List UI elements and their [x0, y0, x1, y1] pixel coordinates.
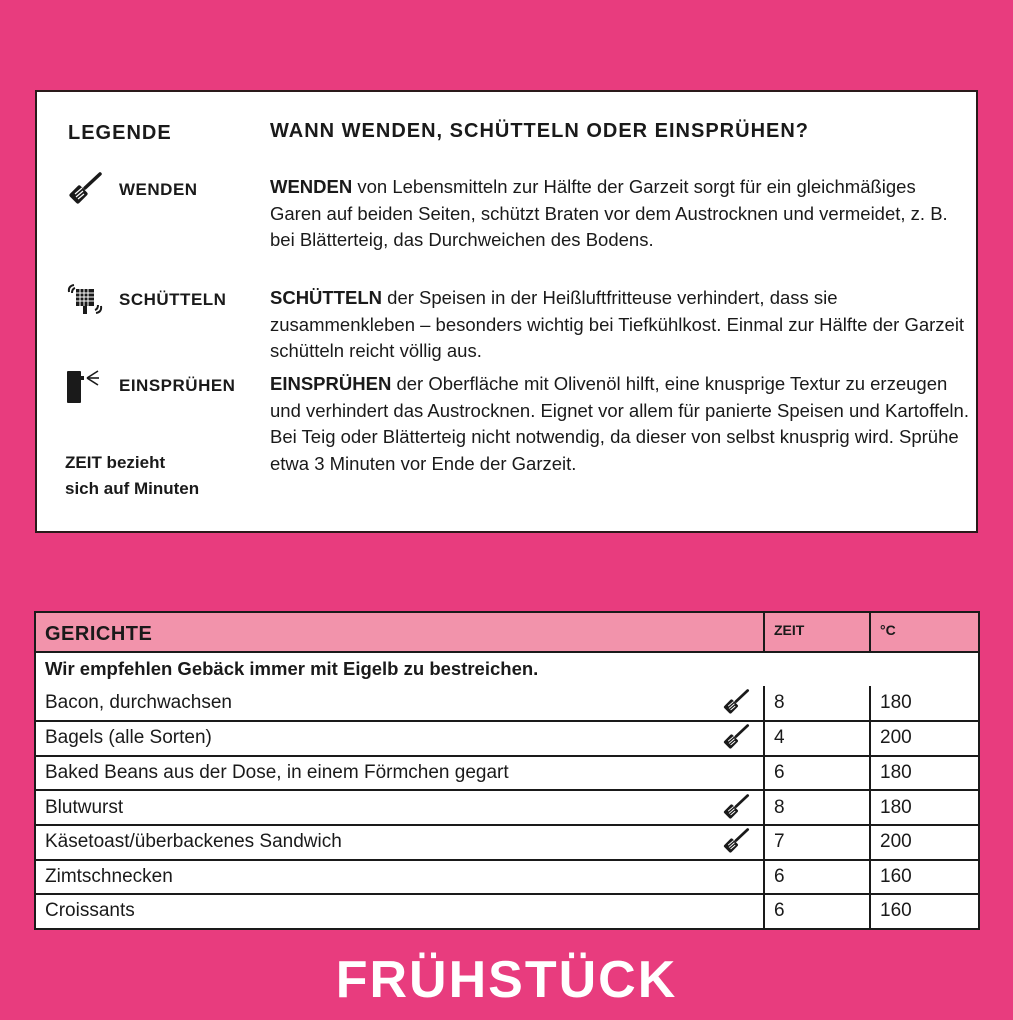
dish-cell [36, 826, 763, 859]
spatula-icon [721, 724, 751, 752]
temp-cell: 180 [869, 791, 978, 824]
info-heading: WANN WENDEN, SCHÜTTELN ODER EINSPRÜHEN? [270, 120, 810, 142]
table-note: Wir empfehlen Gebäck immer mit Eigelb zu bestreichen. [45, 658, 539, 680]
time-cell: 6 [763, 861, 869, 894]
spatula-icon [721, 794, 751, 822]
time-cell: 6 [763, 895, 869, 928]
temp-cell: 200 [869, 826, 978, 859]
table-row [36, 824, 978, 859]
note-line-1: ZEIT bezieht [65, 453, 166, 472]
header-temp: °C [869, 613, 978, 651]
temp-cell: 160 [869, 861, 978, 894]
table-row [36, 755, 978, 790]
paragraph-einspruehen [270, 371, 970, 477]
table-row [36, 893, 978, 928]
time-cell: 8 [763, 686, 869, 721]
table-row [36, 686, 978, 721]
dish-name: Croissants [45, 900, 135, 922]
para-keyword: WENDEN [270, 176, 353, 197]
legend-label-einspruehen: EINSPRÜHEN [119, 376, 236, 395]
time-cell: 4 [763, 722, 869, 755]
dish-cell [36, 861, 763, 894]
legend-panel [35, 90, 978, 533]
legend-label-schuetteln: SCHÜTTELN [119, 290, 227, 309]
time-cell: 7 [763, 826, 869, 859]
para-keyword: SCHÜTTELN [270, 287, 383, 308]
temp-cell: 180 [869, 686, 978, 721]
para-text: von Lebensmitteln zur Hälfte der Garzeit sorgt für ein gleichmäßiges Garen auf beiden Seiten, schützt Braten vor dem Austrocknen und vermeidet, z. B. bei Blätterteig, das Durchweichen des Bodens. [270, 176, 948, 250]
para-text: der Speisen in der Heißluftfritteuse verhindert, dass sie zusammenkleben – besonders wichtig bei Tiefkühlkost. Einmal zur Hälfte der Garzeit schütteln reicht völlig aus. [270, 287, 965, 361]
dish-cell [36, 722, 763, 755]
dishes-table [34, 611, 980, 930]
dish-name: Bacon, durchwachsen [45, 691, 232, 713]
table-header-row [36, 613, 978, 651]
header-dish: GERICHTE [45, 622, 153, 645]
temp-cell: 200 [869, 722, 978, 755]
temp-cell: 180 [869, 757, 978, 790]
para-text: der Oberfläche mit Olivenöl hilft, eine knusprige Textur zu erzeugen und verhindert das Austrocknen. Eignet vor allem für panierte Speisen und Kartoffeln. Bei Teig oder Blätterteig nicht notwendig, da dieser von selbst knusprig wird. Sprühe etwa 3 Minuten vor Ende der Garzeit. [270, 373, 969, 474]
dish-name: Zimtschnecken [45, 865, 173, 887]
spatula-icon [721, 828, 751, 856]
legend-item-einspruehen [63, 368, 235, 404]
para-keyword: EINSPRÜHEN [270, 373, 392, 394]
note-line-2: sich auf Minuten [65, 479, 200, 498]
time-cell: 8 [763, 791, 869, 824]
legend-label-wenden: WENDEN [119, 180, 198, 199]
time-unit-note [65, 450, 199, 502]
dish-cell [36, 686, 763, 721]
time-cell: 6 [763, 757, 869, 790]
legend-item-schuetteln [63, 282, 226, 318]
dish-name: Baked Beans aus der Dose, in einem Förmchen gegart [45, 762, 509, 784]
legend-item-wenden [63, 172, 198, 208]
dish-name: Blutwurst [45, 796, 124, 818]
spatula-icon [721, 689, 751, 717]
spatula-icon [63, 172, 107, 208]
table-note-row [36, 651, 978, 686]
shake-basket-icon [63, 282, 107, 318]
table-row [36, 720, 978, 755]
header-time: ZEIT [763, 613, 869, 651]
dish-cell [36, 895, 763, 928]
temp-cell: 160 [869, 895, 978, 928]
spray-icon [63, 368, 107, 404]
dish-cell [36, 791, 763, 824]
paragraph-wenden [270, 174, 970, 254]
dish-name: Bagels (alle Sorten) [45, 727, 212, 749]
dish-cell [36, 757, 763, 790]
legend-heading: LEGENDE [68, 122, 172, 144]
section-title: FRÜHSTÜCK [335, 951, 678, 1009]
table-row [36, 789, 978, 824]
dish-name: Käsetoast/überbackenes Sandwich [45, 831, 342, 853]
table-row [36, 859, 978, 894]
paragraph-schuetteln [270, 285, 970, 365]
